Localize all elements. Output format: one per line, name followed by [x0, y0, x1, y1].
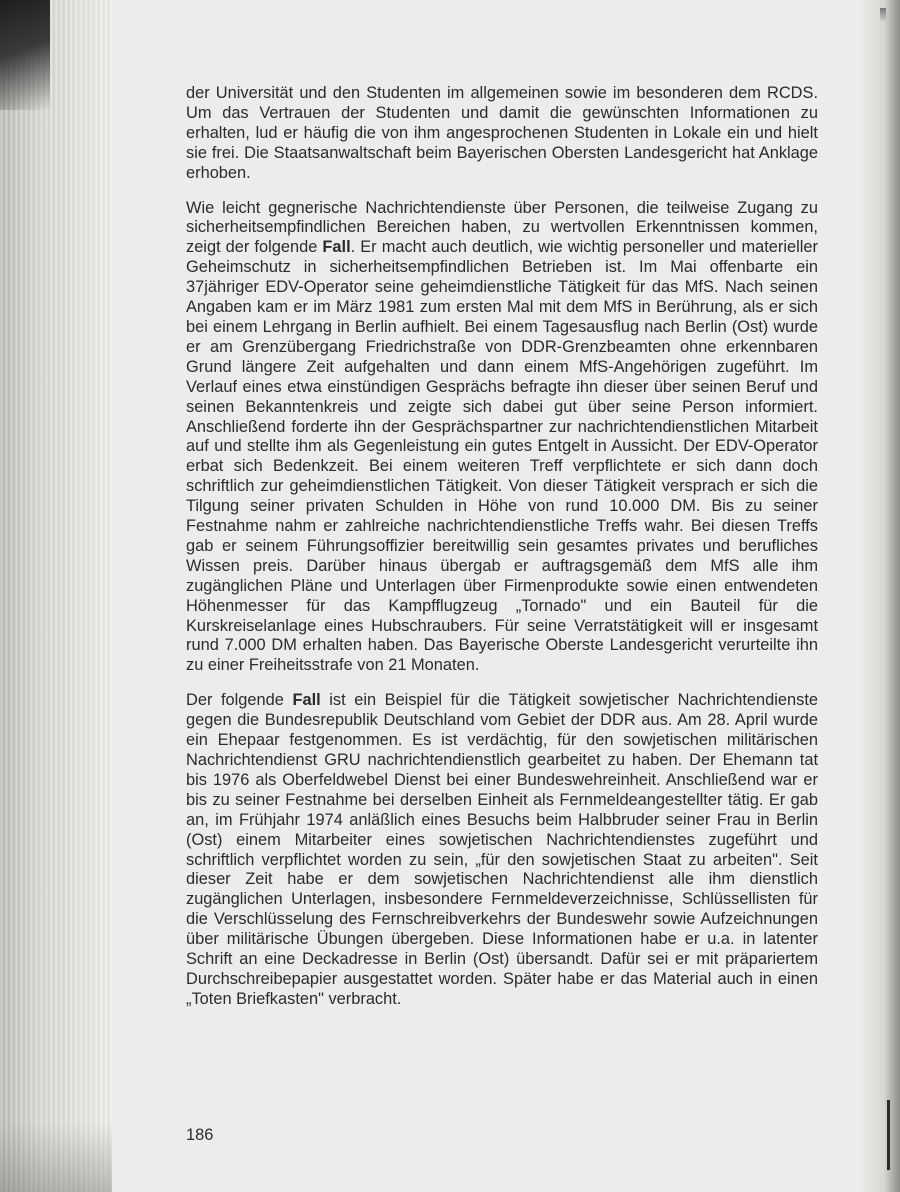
spine-bottom-shadow	[0, 1122, 112, 1192]
paragraph-2-text-after: . Er macht auch deutlich, wie wichtig personeller und materieller Geheimschutz in sicherheitsempfindlichen Betrieben ist. Im Mai offenbarte ein 37jähriger EDV-Operator seine geheimdienstliche Tätigkeit für das MfS. Nach seinen Angaben kam er im März 1981 zum ersten Mal mit dem MfS in Berührung, als er sich bei einem Lehrgang in Berlin aufhielt. Bei einem Tagesausflug nach Berlin (Ost) wurde er am Grenzübergang Friedrichstraße von DDR-Grenzbeamten ohne erkennbaren Grund längere Zeit aufgehalten und dann einem MfS-Angehörigen zugeführt. Im Verlauf eines etwa einstündigen Gesprächs befragte ihn dieser über seinen Beruf und seinen Bekanntenkreis und zeigte sich dabei gut über seine Person informiert. Anschließend forderte ihn der Gesprächspartner zur nachrichtendienstlichen Mitarbeit auf und stellte ihm als Gegenleistung ein gutes Entgelt in Aussicht. Der EDV-Operator erbat sich Bedenkzeit. Bei einem weiteren Treff verpflichtete er sich dann doch schriftlich zur geheimdienstlichen Tätigkeit. Von dieser Tätigkeit versprach er sich die Tilgung seiner privaten Schulden in Höhe von rund 10.000 DM. Bis zu seiner Festnahme nahm er zahlreiche nachrichtendienstliche Treffs wahr. Bei diesen Treffs gab er seinem Führungsoffizier bereitwillig sein gesamtes privates und berufliches Wissen preis. Darüber hinaus übergab er auftragsgemäß dem MfS alle ihm zugänglichen Pläne und Unterlagen über Firmenprodukte sowie einen entwendeten Höhenmesser für das Kampfflugzeug „Tornado" und ein Bauteil für die Kurskreiselanlage eines Hubschraubers. Für seine Verratstätigkeit will er insgesamt rund 7.000 DM erhalten haben. Das Bayerische Oberste Landesgericht verurteilte ihn zu einer Freiheitsstrafe von 21 Monaten.	[186, 238, 818, 675]
paragraph-2	[186, 199, 818, 677]
paragraph-2-bold-term: Fall	[322, 238, 351, 257]
paragraph-1: der Universität und den Studenten im allgemeinen sowie im besonderen dem RCDS. Um das Vertrauen der Studenten und damit die gewünschten Informationen zu erhalten, lud er häufig die von ihm angesprochenen Studenten in Lokale ein und hielt sie frei. Die Staatsanwaltschaft beim Bayerischen Obersten Landesgericht hat Anklage erhoben.	[186, 84, 818, 182]
paragraph-3-text-before: Der folgende	[186, 691, 293, 710]
book-spine-edge	[0, 0, 112, 1192]
paragraph-3	[186, 691, 818, 1010]
paragraph-3-text-after: ist ein Beispiel für die Tätigkeit sowjetischer Nachrichtendienste gegen die Bundesrepublik Deutschland vom Gebiet der DDR aus. Am 28. April wurde ein Ehepaar festgenommen. Es ist verdächtig, für den sowjetischen militärischen Nachrichtendienst GRU nachrichtendienstlich gearbeitet zu haben. Der Ehemann tat bis 1976 als Oberfeldwebel Dienst bei einer Bundeswehreinheit. Anschließend war er bis zu seiner Festnahme bei derselben Einheit als Fernmeldeangestellter tätig. Er gab an, im Frühjahr 1974 anläßlich eines Besuchs beim Halbbruder seiner Frau in Berlin (Ost) einem Mitarbeiter eines sowjetischen Nachrichtendienstes zugeführt und schriftlich verpflichtet worden zu sein, „für den sowjetischen Staat zu arbeiten". Seit dieser Zeit habe er dem sowjetischen Nachrichtendienst alle ihm dienstlich zugänglichen Unterlagen, insbesondere Fernmeldeverzeichnisse, Schlüssellisten für die Verschlüsselung des Fernschreibverkehrs der Bundeswehr sowie Aufzeichnungen über militärische Übungen übergeben. Diese Informationen habe er u.a. in latenter Schrift an eine Deckadresse in Berlin (Ost) übersandt. Dafür sei er mit präpariertem Durchschreibepapier ausgestattet worden. Später habe er das Material auch in einen „Toten Briefkasten" verbracht.	[186, 691, 818, 1008]
paragraph-3-bold-term: Fall	[292, 691, 321, 710]
right-edge-mark	[887, 1100, 890, 1170]
corner-mark	[880, 8, 886, 22]
spine-shadow-corner	[0, 0, 50, 110]
paragraph-2-text-before: Wie leicht gegnerische Nachrichtendienste über Personen, die teilweise Zugang zu sicherheitsempfindlichen Bereichen haben, zu wertvollen Erkenntnissen kommen, zeigt der folgende	[186, 198, 818, 257]
right-page-edge	[860, 0, 900, 1192]
page-number: 186	[186, 1126, 214, 1144]
page-body-text	[186, 84, 818, 1025]
